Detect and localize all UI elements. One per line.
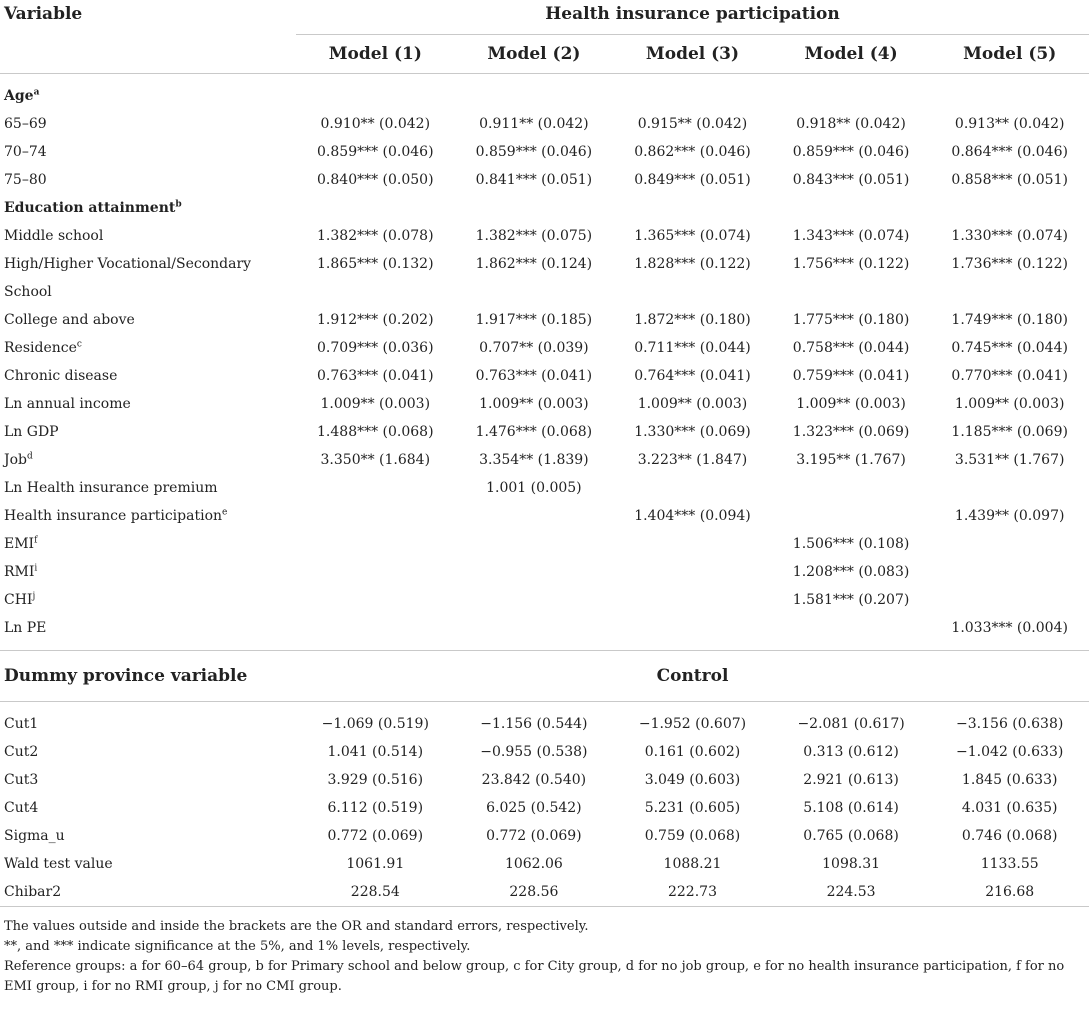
table-row: [0, 474, 1089, 502]
row-label: Cut4: [4, 800, 39, 816]
cell-value: 1.365*** (0.074): [634, 228, 751, 244]
row-label: Ln Health insurance premium: [4, 480, 218, 496]
cell-value: 1.330*** (0.074): [951, 228, 1068, 244]
cell-value: [930, 474, 1089, 502]
cell-value: 228.54: [296, 878, 455, 907]
cell-value: 1.506*** (0.108): [792, 536, 910, 552]
cell-value: 0.918** (0.042): [796, 116, 906, 132]
cell-value: 228.56: [455, 878, 614, 907]
note-2: **, and *** indicate significance at the 5%, and 1% levels, respectively.: [4, 939, 471, 954]
cell-value: 5.108 (0.614): [803, 800, 899, 816]
table-row: [0, 362, 1089, 390]
cell-value: 1.009** (0.003): [479, 396, 589, 412]
cell-value: 1088.21: [663, 856, 722, 872]
row-label: School: [4, 284, 52, 300]
model-5-header: Model (5): [930, 35, 1089, 74]
cell-value: 2.921 (0.613): [803, 772, 899, 788]
cell-value: 1.749*** (0.180): [951, 312, 1068, 328]
table-row: [0, 250, 1089, 278]
cell-value: −1.069 (0.519): [321, 716, 429, 732]
cell-value: [296, 558, 455, 586]
section-row: [0, 194, 1089, 222]
cell-value: 0.763*** (0.041): [475, 368, 593, 384]
row-label: Job$^d$: [4, 451, 33, 468]
cell-value: 1.404*** (0.094): [634, 508, 751, 524]
cell-value: 6.112 (0.519): [327, 800, 424, 816]
cell-value: [772, 502, 931, 530]
model-1-header: Model (1): [296, 35, 455, 74]
cell-value: 1.208*** (0.083): [792, 564, 910, 580]
cell-value: [930, 586, 1089, 614]
cell-value: [455, 558, 614, 586]
row-label: Chibar2: [0, 878, 296, 907]
table-notes: [0, 907, 1089, 997]
cell-value: 1.323*** (0.069): [792, 424, 910, 440]
cell-value: 3.350** (1.684): [320, 452, 431, 468]
cell-value: [930, 278, 1089, 306]
cell-value: [613, 278, 772, 306]
cell-value: 1.581*** (0.207): [792, 592, 910, 608]
cell-value: 3.531** (1.767): [954, 452, 1065, 468]
table-row: [0, 306, 1089, 334]
cell-value: 0.758*** (0.044): [792, 340, 910, 356]
cell-value: −1.952 (0.607): [638, 716, 747, 732]
cell-value: 0.746 (0.068): [961, 828, 1058, 844]
cell-value: 1.382*** (0.075): [475, 228, 593, 244]
cell-value: 1.865*** (0.132): [317, 256, 434, 272]
cell-value: −1.156 (0.544): [480, 716, 588, 732]
table-row: [0, 822, 1089, 850]
cell-value: 0.910** (0.042): [320, 116, 431, 132]
dummy-value: Control: [296, 651, 1089, 702]
row-label: Cut1: [4, 716, 39, 732]
cell-value: [613, 586, 772, 614]
table-row: [0, 222, 1089, 250]
section-label: Education attainment$^b$: [4, 199, 182, 216]
row-label: Ln GDP: [4, 424, 59, 440]
cell-value: 0.843*** (0.051): [792, 172, 910, 188]
cell-value: 1.382*** (0.078): [317, 228, 434, 244]
cell-value: 0.313 (0.612): [803, 744, 899, 760]
row-label: 75–80: [4, 172, 47, 188]
cell-value: [613, 474, 772, 502]
cell-value: [455, 586, 614, 614]
row-label: RMI$^i$: [4, 563, 38, 580]
cell-value: [296, 530, 455, 558]
cell-value: 0.862*** (0.046): [634, 144, 751, 160]
cell-value: 1.862*** (0.124): [475, 256, 593, 272]
cell-value: 0.915** (0.042): [637, 116, 748, 132]
spacer-row: [0, 702, 1089, 711]
header-row-2: [0, 35, 1089, 74]
table-row: [0, 278, 1089, 306]
cell-value: 1098.31: [822, 856, 881, 872]
cell-value: 0.161 (0.602): [644, 744, 741, 760]
note-3: Reference groups: a for 60–64 group, b for Primary school and below group, c for City group, d for no job group, e for no health insurance participation, f for no EMI group, i for no RMI group, j for no CMI group.: [4, 959, 1065, 994]
cell-value: [613, 614, 772, 642]
row-label: Cut3: [4, 772, 39, 788]
cell-value: 0.711*** (0.044): [634, 340, 751, 356]
cell-value: 224.53: [772, 878, 931, 907]
cell-value: 0.859*** (0.046): [475, 144, 593, 160]
spacer-row: [0, 74, 1089, 83]
cell-value: [930, 530, 1089, 558]
cell-value: 216.68: [930, 878, 1089, 907]
cell-value: 1.185*** (0.069): [951, 424, 1068, 440]
cell-value: 3.195** (1.767): [796, 452, 906, 468]
cell-value: [772, 614, 931, 642]
cell-value: 0.765 (0.068): [803, 828, 899, 844]
cell-value: 0.745*** (0.044): [951, 340, 1068, 356]
cell-value: 222.73: [613, 878, 772, 907]
cell-value: [930, 558, 1089, 586]
row-label: Residence$^c$: [4, 339, 82, 356]
cell-value: 1.009** (0.003): [637, 396, 748, 412]
table-row: [0, 738, 1089, 766]
cell-value: 0.759*** (0.041): [792, 368, 910, 384]
cell-value: 5.231 (0.605): [644, 800, 741, 816]
row-label: Ln PE: [4, 620, 47, 636]
cell-value: 3.354** (1.839): [479, 452, 589, 468]
cell-value: 0.858*** (0.051): [951, 172, 1068, 188]
cell-value: [455, 502, 614, 530]
cell-value: 1.330*** (0.069): [634, 424, 751, 440]
table-row: [0, 850, 1089, 878]
row-label: Wald test value: [4, 856, 113, 872]
row-label: Chronic disease: [4, 368, 118, 384]
cell-value: 0.770*** (0.041): [951, 368, 1068, 384]
cell-value: 1.917*** (0.185): [475, 312, 593, 328]
cell-value: 1.872*** (0.180): [634, 312, 751, 328]
cell-value: 23.842 (0.540): [481, 772, 587, 788]
cell-value: 1.476*** (0.068): [475, 424, 593, 440]
cell-value: 1061.91: [346, 856, 405, 872]
cell-value: 0.772 (0.069): [486, 828, 582, 844]
cell-value: 0.849*** (0.051): [634, 172, 751, 188]
cell-value: 3.223** (1.847): [637, 452, 748, 468]
model-4-header: Model (4): [772, 35, 931, 74]
cell-value: 1.845 (0.633): [961, 772, 1058, 788]
cell-value: 1.736*** (0.122): [951, 256, 1068, 272]
cell-value: −2.081 (0.617): [797, 716, 905, 732]
cell-value: 0.840*** (0.050): [317, 172, 434, 188]
cell-value: 3.929 (0.516): [327, 772, 424, 788]
cell-value: 0.911** (0.042): [479, 116, 589, 132]
table-row: [0, 530, 1089, 558]
table-body: [0, 74, 1089, 907]
cell-value: [296, 502, 455, 530]
table-row: [0, 586, 1089, 614]
row-label: 70–74: [4, 144, 47, 160]
dummy-province-row: [0, 651, 1089, 702]
row-label: EMI$^f$: [4, 535, 38, 552]
row-label: College and above: [4, 312, 135, 328]
cell-value: [296, 586, 455, 614]
cell-value: −0.955 (0.538): [480, 744, 588, 760]
cell-value: 0.864*** (0.046): [951, 144, 1068, 160]
note-1: The values outside and inside the brackets are the OR and standard errors, respectively.: [4, 919, 589, 934]
cell-value: 1.009** (0.003): [796, 396, 906, 412]
cell-value: 1062.06: [504, 856, 563, 872]
cell-value: 0.913** (0.042): [954, 116, 1065, 132]
cell-value: 0.772 (0.069): [327, 828, 424, 844]
cell-value: 1.439** (0.097): [954, 508, 1065, 524]
cell-value: [455, 530, 614, 558]
table-row: [0, 390, 1089, 418]
cell-value: 1.033*** (0.004): [951, 620, 1068, 636]
cell-value: 0.841*** (0.051): [475, 172, 593, 188]
cell-value: 0.764*** (0.041): [634, 368, 751, 384]
cell-value: 3.049 (0.603): [644, 772, 741, 788]
table-row: [0, 794, 1089, 822]
header-row-1: [0, 0, 1089, 35]
row-label: CHI$^j$: [4, 591, 36, 608]
row-label: Sigma_u: [4, 828, 65, 844]
variable-header: Variable: [4, 4, 83, 24]
table-row: [0, 614, 1089, 642]
cell-value: 1.488*** (0.068): [317, 424, 434, 440]
cell-value: 0.859*** (0.046): [792, 144, 910, 160]
cell-value: 1.009** (0.003): [954, 396, 1065, 412]
cell-value: 1.343*** (0.074): [792, 228, 910, 244]
cell-value: 0.859*** (0.046): [317, 144, 434, 160]
cell-value: [772, 474, 931, 502]
section-label: Age$^a$: [4, 87, 40, 104]
table-row: [0, 166, 1089, 194]
table-row: [0, 138, 1089, 166]
model-2-header: Model (2): [455, 35, 614, 74]
model-3-header: Model (3): [613, 35, 772, 74]
cell-value: 0.759 (0.068): [644, 828, 741, 844]
header-blank: [0, 35, 296, 74]
cell-value: 1.756*** (0.122): [792, 256, 910, 272]
cell-value: [772, 278, 931, 306]
cell-value: [455, 278, 614, 306]
row-label: Cut2: [4, 744, 39, 760]
cell-value: −3.156 (0.638): [956, 716, 1064, 732]
cell-value: 0.763*** (0.041): [317, 368, 434, 384]
cell-value: 4.031 (0.635): [961, 800, 1058, 816]
cell-value: [613, 530, 772, 558]
table-row: [0, 110, 1089, 138]
cell-value: 1.041 (0.514): [327, 744, 424, 760]
cell-value: [455, 614, 614, 642]
table-row: [0, 878, 1089, 907]
cell-value: [296, 474, 455, 502]
row-label: Ln annual income: [4, 396, 131, 412]
cell-value: 1.001 (0.005): [486, 480, 582, 496]
dummy-label: Dummy province variable: [0, 651, 296, 702]
cell-value: 1.912*** (0.202): [317, 312, 434, 328]
table-row: [0, 766, 1089, 794]
spacer-row: [0, 642, 1089, 651]
row-label: Health insurance participation$^e$: [4, 507, 228, 524]
cell-value: [613, 558, 772, 586]
table-row: [0, 446, 1089, 474]
cell-value: 1.828*** (0.122): [634, 256, 751, 272]
row-label: Middle school: [4, 228, 104, 244]
cell-value: 1.775*** (0.180): [792, 312, 910, 328]
row-label: 65–69: [4, 116, 47, 132]
table-row: [0, 418, 1089, 446]
table-row: [0, 502, 1089, 530]
cell-value: 1133.55: [980, 856, 1039, 872]
table-row: [0, 558, 1089, 586]
cell-value: 6.025 (0.542): [486, 800, 582, 816]
cell-value: 0.707** (0.039): [479, 340, 589, 356]
cell-value: −1.042 (0.633): [956, 744, 1064, 760]
cell-value: [296, 278, 455, 306]
section-age: [0, 82, 1089, 110]
table-row: [0, 334, 1089, 362]
cell-value: 1.009** (0.003): [320, 396, 431, 412]
cell-value: [296, 614, 455, 642]
cell-value: 0.709*** (0.036): [317, 340, 434, 356]
table-row: [0, 710, 1089, 738]
row-label: High/Higher Vocational/Secondary: [4, 256, 252, 272]
group-header: Health insurance participation: [296, 0, 1089, 35]
